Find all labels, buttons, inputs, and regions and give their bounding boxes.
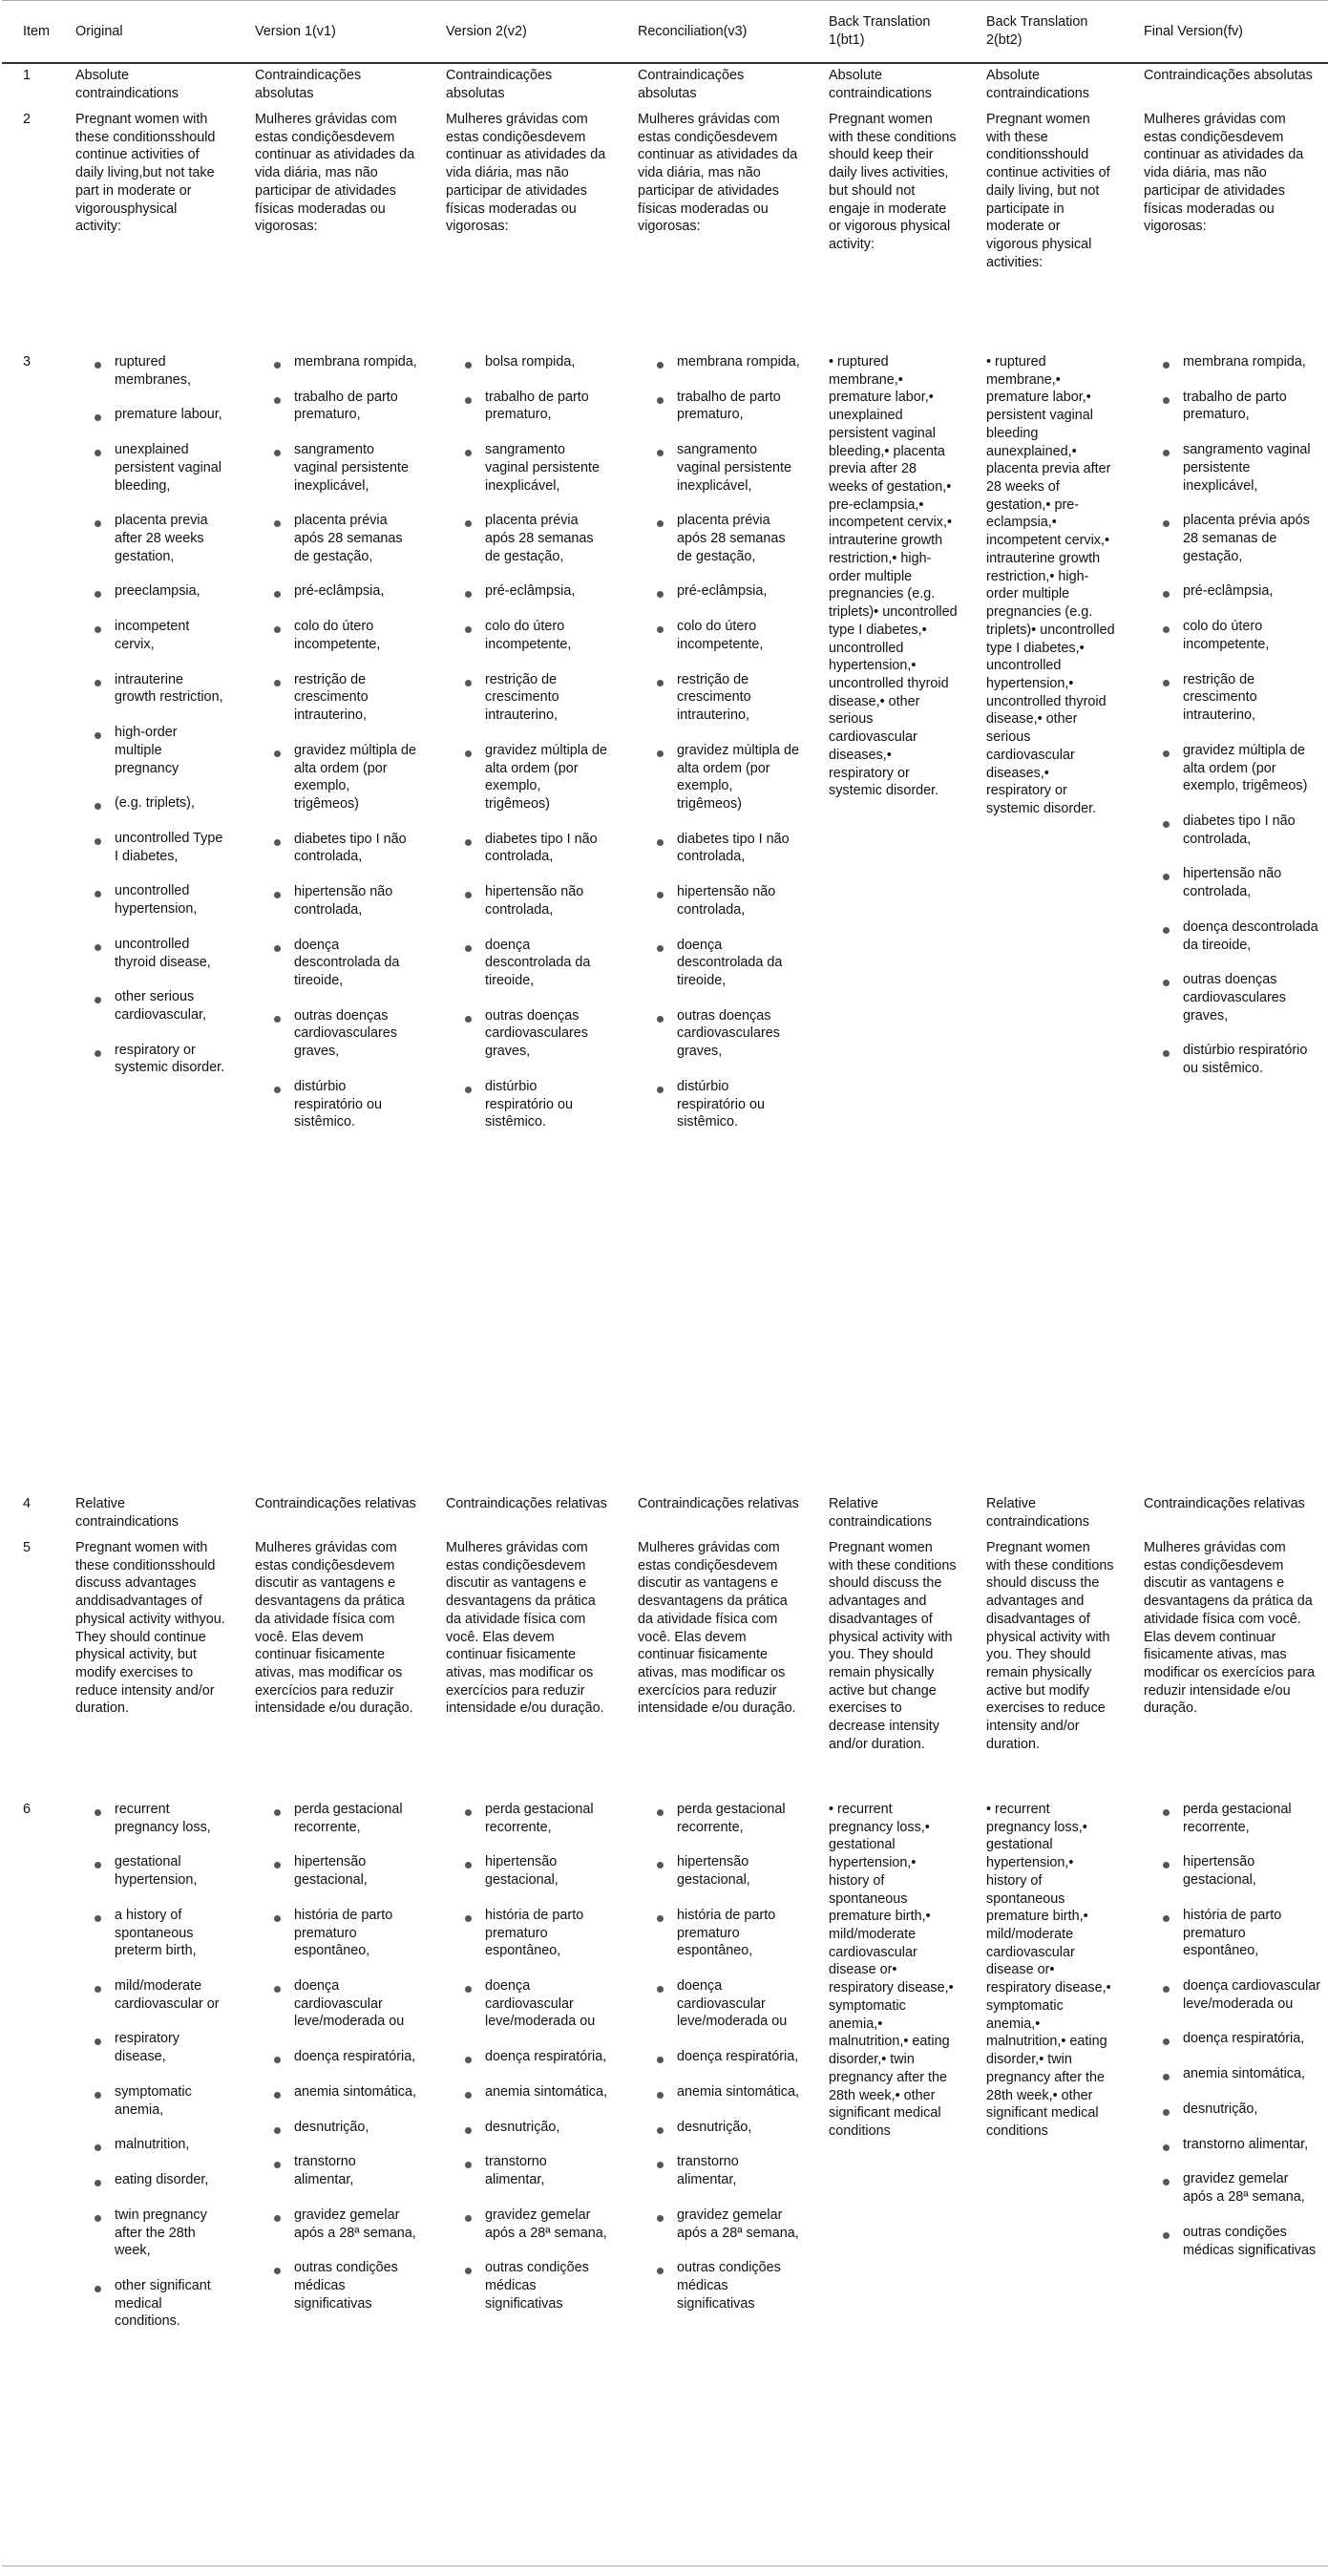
list-item: preeclampsia, — [93, 582, 226, 601]
cell-fv: Contraindicações absolutas — [1144, 68, 1313, 83]
list-item: transtorno alimentar, — [463, 2153, 609, 2188]
list-item: hipertensão gestacional, — [463, 1853, 609, 1889]
list-item: (e.g. triplets), — [93, 794, 226, 813]
cell-v3 — [617, 351, 808, 1493]
list-item: anemia sintomática, — [655, 2083, 800, 2101]
list-item: uncontrolled Type I diabetes, — [93, 830, 226, 865]
header-reconciliation: Reconciliation(v3) — [617, 1, 808, 64]
list-item: doença respiratória, — [463, 2048, 609, 2066]
list-item: hipertensão não controlada, — [463, 883, 609, 918]
list-item: perda gestacional recorrente, — [1161, 1801, 1320, 1836]
cell-v3: Mulheres grávidas com estas condiçõesdevem discutir as vantagens e desvantagens da prática da atividade física com você. Elas devem continuar fisicamente ativas, mas modificar os exercícios para reduzir intensidade e/ou duração. — [638, 1540, 796, 1717]
list-item: hipertensão gestacional, — [1161, 1853, 1320, 1889]
list-item: gravidez múltipla de alta ordem (por exemplo, trigêmeos) — [463, 742, 609, 813]
list-item: desnutrição, — [1161, 2101, 1320, 2119]
list-item: sangramento vaginal persistente inexplicável, — [1161, 441, 1320, 495]
list-item: outras doenças cardiovasculares graves, — [272, 1007, 417, 1061]
bullet-list — [75, 353, 226, 1077]
list-item: doença respiratória, — [272, 2048, 417, 2066]
list-item: doença cardiovascular leve/moderada ou — [655, 1977, 800, 2031]
table-row — [2, 109, 1328, 351]
list-item: história de parto prematuro espontâneo, — [272, 1907, 417, 1960]
list-item: gravidez múltipla de alta ordem (por exemplo, trigêmeos) — [272, 742, 417, 813]
list-item: hipertensão gestacional, — [655, 1853, 800, 1889]
cell-v1: Mulheres grávidas com estas condiçõesdevem discutir as vantagens e desvantagens da prática da atividade física com você. Elas devem continuar fisicamente ativas, mas modificar os exercícios para reduzir intensidade e/ou duração. — [255, 1540, 413, 1717]
list-item: eating disorder, — [93, 2171, 226, 2189]
list-item: doença cardiovascular leve/moderada ou — [272, 1977, 417, 2031]
cell-v1 — [234, 351, 425, 1493]
list-item: colo do útero incompetente, — [272, 618, 417, 653]
cell-bt1: • ruptured membrane,• premature labor,• unexplained persistent vaginal bleeding,• placenta previa after 28 weeks of gestation,• pre-eclampsia,• incompetent cervix,• intrauterine growth restriction,• high-order multiple pregnancies (e.g. triplets)• uncontrolled type I diabetes,• uncontrolled hypertension,• uncontrolled thyroid disease,• other serious cardiovascular diseases,• respiratory or systemic disorder. — [829, 354, 958, 799]
cell-v1: Contraindicações relativas — [255, 1496, 416, 1511]
list-item: desnutrição, — [272, 2119, 417, 2137]
cell-bt1: Pregnant women with these conditions should keep their daily lives activities, but should not engaje in moderate or vigorous physical activity: — [829, 112, 957, 253]
list-item: transtorno alimentar, — [1161, 2136, 1320, 2154]
cell-bt2: • ruptured membrane,• premature labor,• persistent vaginal bleeding aunexplained,• placenta previa after 28 weeks of gestation,• pre-eclampsia,• incompetent cervix,• intrauterine growth restriction,• high-order multiple pregnancies (e.g. triplets)• uncontrolled type I diabetes,• uncontrolled hypertension,• uncontrolled thyroid disease,• other serious cardiovascular diseases,• respiratory or systemic disorder. — [986, 354, 1115, 816]
list-item: doença descontrolada da tireoide, — [272, 937, 417, 990]
cell-original: Absolute contraindications — [75, 68, 179, 101]
list-item: perda gestacional recorrente, — [655, 1801, 800, 1836]
table-row — [2, 1493, 1328, 1537]
cell-v2 — [425, 351, 617, 1493]
cell-bt1: Relative contraindications — [829, 1496, 932, 1530]
list-item: perda gestacional recorrente, — [272, 1801, 417, 1836]
cell-v1 — [234, 1799, 425, 2566]
list-item: pré-eclâmpsia, — [1161, 582, 1320, 601]
list-item: história de parto prematuro espontâneo, — [463, 1907, 609, 1960]
list-item: bolsa rompida, — [463, 353, 609, 371]
list-item: restrição de crescimento intrauterino, — [1161, 671, 1320, 725]
list-item: distúrbio respiratório ou sistêmico. — [1161, 1042, 1320, 1077]
item-number: 2 — [23, 112, 32, 127]
list-item: doença descontrolada da tireoide, — [1161, 918, 1320, 954]
header-back-translation-1: Back Translation 1(bt1) — [808, 1, 965, 64]
list-item: distúrbio respiratório ou sistêmico. — [463, 1078, 609, 1131]
list-item: uncontrolled hypertension, — [93, 882, 226, 918]
list-item: doença cardiovascular leve/moderada ou — [1161, 1977, 1320, 2013]
list-item: uncontrolled thyroid disease, — [93, 936, 226, 971]
item-number: 4 — [23, 1496, 32, 1511]
list-item: placenta prévia após 28 semanas de gestação, — [272, 512, 417, 565]
cell-original: Pregnant women with these conditionsshould continue activities of daily living,but not take part in moderate or vigorousphysical activity: — [75, 112, 216, 235]
cell-v3 — [617, 1799, 808, 2566]
list-item: gravidez gemelar após a 28ª semana, — [463, 2206, 609, 2242]
list-item: transtorno alimentar, — [272, 2153, 417, 2188]
list-item: hipertensão não controlada, — [272, 883, 417, 918]
list-item: doença cardiovascular leve/moderada ou — [463, 1977, 609, 2031]
cell-bt1: • recurrent pregnancy loss,• gestational hypertension,• history of spontaneous premature birth,• mild/moderate cardiovascular disease or• respiratory disease,• symptomatic anemia,• malnutrition,• eating disorder,• twin pregnancy after the 28th week,• other significant medical conditions — [808, 1799, 965, 2566]
item-number: 1 — [23, 68, 32, 83]
list-item: trabalho de parto prematuro, — [1161, 389, 1320, 424]
list-item: outras doenças cardiovasculares graves, — [463, 1007, 609, 1061]
header-version-2: Version 2(v2) — [425, 1, 617, 64]
list-item: malnutrition, — [93, 2136, 226, 2154]
cell-bt1: Pregnant women with these conditions should discuss the advantages and disadvantages of physical activity with you. They should remain physically active but change exercises to decrease intensity and/or duration. — [829, 1540, 957, 1752]
cell-v2: Mulheres grávidas com estas condiçõesdevem continuar as atividades da vida diária, mas não participar de atividades físicas moderadas ou vigorosas: — [446, 112, 606, 235]
list-item: gestational hypertension, — [93, 1853, 226, 1889]
cell-bt1: Absolute contraindications — [829, 68, 932, 101]
list-item: doença respiratória, — [1161, 2030, 1320, 2048]
list-item: colo do útero incompetente, — [1161, 618, 1320, 653]
list-item: transtorno alimentar, — [655, 2153, 800, 2188]
list-item: história de parto prematuro espontâneo, — [655, 1907, 800, 1960]
header-original: Original — [54, 1, 234, 64]
list-item: placenta previa after 28 weeks gestation, — [93, 512, 226, 565]
list-item: restrição de crescimento intrauterino, — [655, 671, 800, 725]
cell-original — [54, 351, 234, 1493]
list-item: gravidez gemelar após a 28ª semana, — [1161, 2170, 1320, 2206]
list-item: perda gestacional recorrente, — [463, 1801, 609, 1836]
table-body — [2, 63, 1328, 2566]
cell-v3: Contraindicações absolutas — [638, 68, 745, 101]
bullet-list — [1144, 1801, 1320, 2259]
cell-original: Relative contraindications — [75, 1496, 179, 1530]
header-back-translation-2: Back Translation 2(bt2) — [965, 1, 1123, 64]
list-item: gravidez gemelar após a 28ª semana, — [272, 2206, 417, 2242]
cell-bt2: • recurrent pregnancy loss,• gestational hypertension,• history of spontaneous premature birth,• mild/moderate cardiovascular disease or• respiratory disease,• symptomatic anemia,• malnutrition,• eating disorder,• twin pregnancy after the 28th week,• other significant medical conditions — [965, 1799, 1123, 2566]
list-item: hipertensão não controlada, — [1161, 865, 1320, 900]
list-item: sangramento vaginal persistente inexplicável, — [655, 441, 800, 495]
cell-v3: Contraindicações relativas — [638, 1496, 799, 1511]
cell-v1: Mulheres grávidas com estas condiçõesdevem continuar as atividades da vida diária, mas não participar de atividades físicas moderadas ou vigorosas: — [255, 112, 415, 235]
bullet-list — [638, 353, 800, 1131]
translation-table — [2, 0, 1328, 2566]
list-item: mild/moderate cardiovascular or — [93, 1977, 226, 2013]
header-final-version: Final Version(fv) — [1123, 1, 1328, 64]
item-number: 5 — [23, 1540, 32, 1555]
cell-fv: Mulheres grávidas com estas condiçõesdevem discutir as vantagens e desvantagens da prática da atividade física com você. Elas devem continuar fisicamente ativas, mas modificar os exercícios para reduzir intensidade e/ou duração. — [1144, 1540, 1316, 1717]
table-row — [2, 351, 1328, 1493]
list-item: doença descontrolada da tireoide, — [655, 937, 800, 990]
list-item: outras doenças cardiovasculares graves, — [655, 1007, 800, 1061]
list-item: outras doenças cardiovasculares graves, — [1161, 971, 1320, 1024]
list-item: membrana rompida, — [272, 353, 417, 371]
list-item: membrana rompida, — [1161, 353, 1320, 371]
list-item: respiratory disease, — [93, 2030, 226, 2065]
list-item: colo do útero incompetente, — [655, 618, 800, 653]
list-item: pré-eclâmpsia, — [272, 582, 417, 601]
list-item: diabetes tipo I não controlada, — [655, 831, 800, 866]
list-item: other significant medical conditions. — [93, 2277, 226, 2331]
header-version-1: Version 1(v1) — [234, 1, 425, 64]
list-item: membrana rompida, — [655, 353, 800, 371]
list-item: anemia sintomática, — [272, 2083, 417, 2101]
list-item: doença descontrolada da tireoide, — [463, 937, 609, 990]
list-item: desnutrição, — [655, 2119, 800, 2137]
list-item: restrição de crescimento intrauterino, — [272, 671, 417, 725]
list-item: hipertensão gestacional, — [272, 1853, 417, 1889]
list-item: sangramento vaginal persistente inexplicável, — [272, 441, 417, 495]
list-item: trabalho de parto prematuro, — [655, 389, 800, 424]
list-item: anemia sintomática, — [463, 2083, 609, 2101]
list-item: incompetent cervix, — [93, 618, 226, 653]
cell-v1: Contraindicações absolutas — [255, 68, 362, 101]
bullet-list — [255, 1801, 417, 2312]
table-row — [2, 1537, 1328, 1799]
cell-v3: Mulheres grávidas com estas condiçõesdevem continuar as atividades da vida diária, mas não participar de atividades físicas moderadas ou vigorosas: — [638, 112, 798, 235]
list-item: distúrbio respiratório ou sistêmico. — [655, 1078, 800, 1131]
item-number: 6 — [2, 1799, 54, 2566]
list-item: unexplained persistent vaginal bleeding, — [93, 441, 226, 495]
list-item: anemia sintomática, — [1161, 2065, 1320, 2083]
list-item: outras condições médicas significativas — [1161, 2224, 1320, 2259]
list-item: gravidez múltipla de alta ordem (por exemplo, trigêmeos) — [1161, 742, 1320, 795]
list-item: hipertensão não controlada, — [655, 883, 800, 918]
header-row — [2, 1, 1328, 64]
list-item: high-order multiple pregnancy — [93, 724, 226, 777]
bullet-list — [255, 353, 417, 1131]
list-item: twin pregnancy after the 28th week, — [93, 2206, 226, 2260]
list-item: restrição de crescimento intrauterino, — [463, 671, 609, 725]
cell-bt2: Absolute contraindications — [986, 68, 1089, 101]
list-item: intrauterine growth restriction, — [93, 671, 226, 707]
cell-bt2: Relative contraindications — [986, 1496, 1089, 1530]
bullet-list — [638, 1801, 800, 2312]
list-item: sangramento vaginal persistente inexplicável, — [463, 441, 609, 495]
list-item: diabetes tipo I não controlada, — [463, 831, 609, 866]
header-item: Item — [2, 1, 54, 64]
cell-fv — [1123, 351, 1328, 1493]
bullet-list — [1144, 353, 1320, 1078]
list-item: pré-eclâmpsia, — [463, 582, 609, 601]
cell-fv: Contraindicações relativas — [1144, 1496, 1305, 1511]
list-item: gravidez gemelar após a 28ª semana, — [655, 2206, 800, 2242]
list-item: symptomatic anemia, — [93, 2083, 226, 2119]
bullet-list — [75, 1801, 226, 2331]
list-item: outras condições médicas significativas — [463, 2259, 609, 2312]
list-item: outras condições médicas significativas — [655, 2259, 800, 2312]
cell-v2: Mulheres grávidas com estas condiçõesdevem discutir as vantagens e desvantagens da prática da atividade física com você. Elas devem continuar fisicamente ativas, mas modificar os exercícios para reduzir intensidade e/ou duração. — [446, 1540, 604, 1717]
list-item: distúrbio respiratório ou sistêmico. — [272, 1078, 417, 1131]
cell-fv — [1123, 1799, 1328, 2566]
list-item: colo do útero incompetente, — [463, 618, 609, 653]
list-item: história de parto prematuro espontâneo, — [1161, 1907, 1320, 1960]
list-item: a history of spontaneous preterm birth, — [93, 1907, 226, 1960]
list-item: diabetes tipo I não controlada, — [272, 831, 417, 866]
list-item: desnutrição, — [463, 2119, 609, 2137]
cell-bt2: Pregnant women with these conditionsshould continue activities of daily living, but not participate in moderate or vigorous physical activities: — [986, 112, 1110, 270]
bullet-list — [446, 1801, 609, 2312]
list-item: trabalho de parto prematuro, — [272, 389, 417, 424]
list-item: respiratory or systemic disorder. — [93, 1042, 226, 1077]
list-item: placenta prévia após 28 semanas de gestação, — [655, 512, 800, 565]
list-item: recurrent pregnancy loss, — [93, 1801, 226, 1836]
list-item: pré-eclâmpsia, — [655, 582, 800, 601]
list-item: doença respiratória, — [655, 2048, 800, 2066]
list-item: gravidez múltipla de alta ordem (por exemplo, trigêmeos) — [655, 742, 800, 813]
table-header — [2, 1, 1328, 64]
cell-v2 — [425, 1799, 617, 2566]
cell-bt2: Pregnant women with these conditions should discuss the advantages and disadvantages of physical activity with you. They should remain physically active but modify exercises to reduce intensity and/or duration. — [986, 1540, 1114, 1752]
list-item: diabetes tipo I não controlada, — [1161, 813, 1320, 848]
list-item: outras condições médicas significativas — [272, 2259, 417, 2312]
cell-fv: Mulheres grávidas com estas condiçõesdevem continuar as atividades da vida diária, mas não participar de atividades físicas moderadas ou vigorosas: — [1144, 112, 1304, 235]
table-row — [2, 63, 1328, 109]
list-item: other serious cardiovascular, — [93, 988, 226, 1024]
list-item: placenta prévia após 28 semanas de gestação, — [463, 512, 609, 565]
list-item: ruptured membranes, — [93, 353, 226, 389]
cell-v2: Contraindicações absolutas — [446, 68, 553, 101]
table-row — [2, 1799, 1328, 2566]
list-item: placenta prévia após 28 semanas de gestação, — [1161, 512, 1320, 565]
list-item: trabalho de parto prematuro, — [463, 389, 609, 424]
bullet-list — [446, 353, 609, 1131]
item-number: 3 — [23, 354, 32, 370]
cell-original — [54, 1799, 234, 2566]
cell-original: Pregnant women with these conditionsshould discuss advantages anddisadvantages of physical activity withyou. They should continue physical activity, but modify exercises to reduce intensity and/or duration. — [75, 1540, 225, 1717]
cell-v2: Contraindicações relativas — [446, 1496, 607, 1511]
list-item: premature labour, — [93, 406, 226, 424]
